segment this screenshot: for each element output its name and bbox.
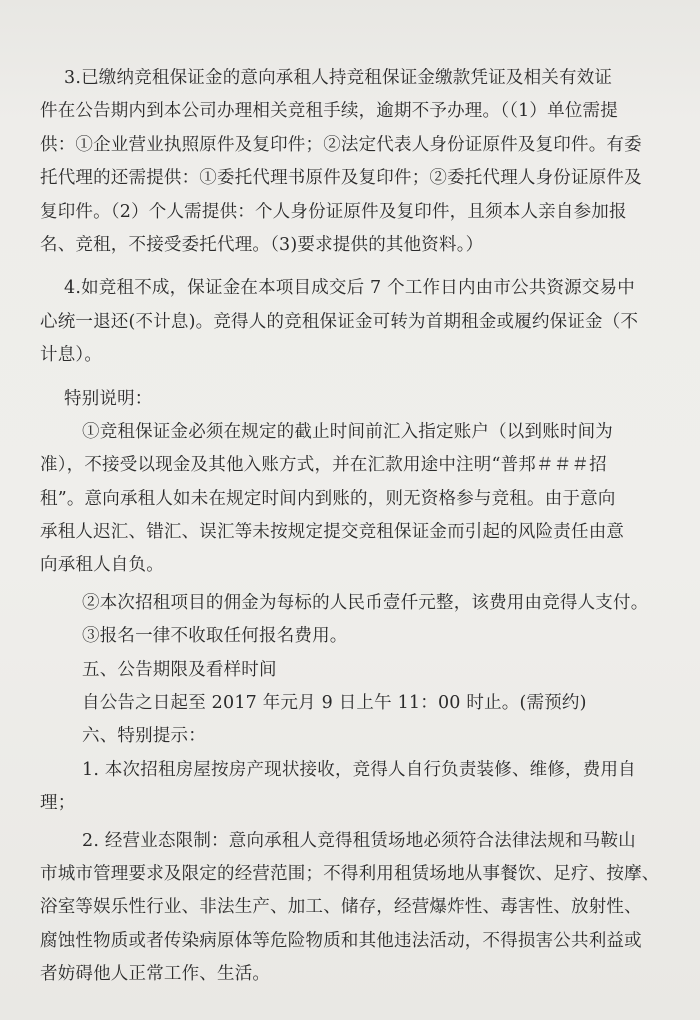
- section-5-heading: 五、公告期限及看样时间: [82, 659, 277, 680]
- special-note-3: ③报名一律不收取任何报名费用。: [82, 626, 348, 647]
- tip-2-line-2: 市城市管理要求及限定的经营范围；不得利用租赁场地从事餐饮、足疗、按摩、: [40, 863, 660, 884]
- special-note-1-line-2: 准），不接受以现金及其他入账方式，并在汇款用途中注明“普邦＃＃＃招: [40, 455, 607, 476]
- special-note-1-line-5: 向承租人自负。: [40, 555, 164, 576]
- special-note-1-line-3: 租”。意向承租人如未在规定时间内到账的，则无资格参与竞租。由于意向: [40, 488, 616, 509]
- special-note-1-line-1: ①竞租保证金必须在规定的截止时间前汇入指定账户（以到账时间为: [82, 421, 613, 442]
- special-note-2: ②本次招租项目的佣金为每标的人民币壹仟元整，该费用由竞得人支付。: [82, 592, 649, 613]
- tip-2-line-4: 腐蚀性物质或者传染病原体等危险物质和其他违法活动，不得损害公共利益或: [40, 930, 642, 951]
- tip-1-line-1: 1. 本次招租房屋按房产现状接收，竞得人自行负责装修、维修，费用自: [82, 759, 636, 780]
- tip-1-line-2: 理；: [40, 793, 76, 814]
- tip-2-line-1: 2. 经营业态限制：意向承租人竞得租赁场地必须符合法律法规和马鞍山: [82, 830, 636, 851]
- paragraph-3-line-5: 复印件。（2）个人需提供：个人身份证原件及复印件，且须本人亲自参加报: [40, 201, 627, 222]
- tip-2-line-5: 者妨碍他人正常工作、生活。: [40, 964, 271, 985]
- paragraph-4-line-1: 4.如竞租不成，保证金在本项目成交后 7 个工作日内由市公共资源交易中: [64, 278, 635, 299]
- section-5-body: 自公告之日起至 2017 年元月 9 日上午 11：00 时止。(需预约): [82, 693, 587, 714]
- paragraph-4-line-3: 计息）。: [40, 345, 103, 366]
- paragraph-3-line-3: 供：①企业营业执照原件及复印件；②法定代表人身份证原件及复印件。有委: [40, 134, 642, 155]
- section-6-heading: 六、特别提示：: [82, 726, 206, 747]
- special-note-heading: 特别说明：: [64, 388, 153, 409]
- paragraph-3-line-4: 托代理的还需提供：①委托代理书原件及复印件；②委托代理人身份证原件及: [40, 168, 642, 189]
- special-note-1-line-4: 承租人迟汇、错汇、误汇等未按规定提交竞租保证金而引起的风险责任由意: [40, 522, 625, 543]
- tip-2-line-3: 浴室等娱乐性行业、非法生产、加工、储存，经营爆炸性、毒害性、放射性、: [40, 897, 642, 918]
- paragraph-3-line-2: 件在公告期内到本公司办理相关竞租手续，逾期不予办理。（（1）单位需提: [40, 101, 618, 122]
- paragraph-3-line-6: 名、竞租，不接受委托代理。（3)要求提供的其他资料。）: [40, 234, 484, 255]
- paragraph-4-line-2: 心统一退还(不计息)。竞得人的竞租保证金可转为首期租金或履约保证金（不: [40, 311, 639, 332]
- paragraph-3-line-1: 3.已缴纳竞租保证金的意向承租人持竞租保证金缴款凭证及相关有效证: [64, 68, 613, 88]
